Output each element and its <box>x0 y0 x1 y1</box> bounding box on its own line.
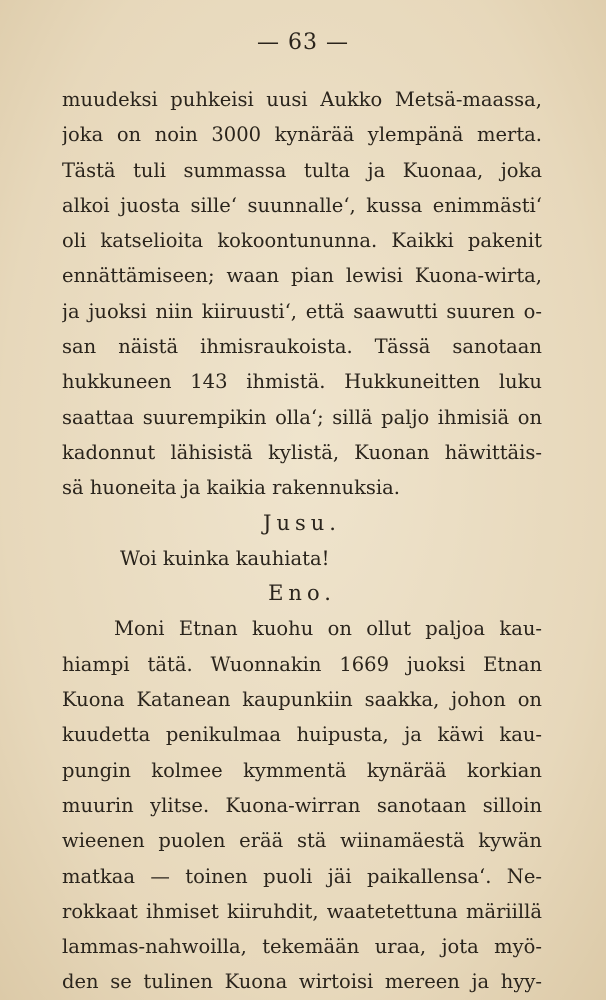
text-line: hiampi tätä. Wuonnakin 1669 juoksi Etnan <box>62 652 542 676</box>
text-line: oli katselioita kokoontununna. Kaikki pakenit <box>62 229 542 253</box>
text-line: alkoi juosta sille‘ suunnalle‘, kussa enimmästi‘ <box>62 193 542 217</box>
speaker-name-eno: Eno. <box>268 581 336 606</box>
dialogue-line: Woi kuinka kauhiata! <box>120 546 330 570</box>
text-line: muudeksi puhkeisi uusi Aukko Metsä-maassa, <box>62 88 542 111</box>
text-line: rokkaat ihmiset kiiruhdit, waatetettuna märiillä <box>62 899 542 923</box>
text-line: ennättämiseen; waan pian lewisi Kuona-wirta, <box>62 264 542 288</box>
text-line: den se tulinen Kuona wirtoisi mereen ja hyy- <box>62 970 542 994</box>
text-line: kadonnut lähisistä kylistä, Kuonan häwittäis- <box>62 440 542 464</box>
text-line: hukkuneen 143 ihmistä. Hukkuneitten luku <box>62 370 542 394</box>
text-line: pungin kolmee kymmentä kynärää korkian <box>62 758 542 782</box>
page-number-header: — 63 — <box>257 30 349 55</box>
text-line: ja juoksi niin kiiruusti‘, että saawutti suuren o- <box>62 299 542 323</box>
text-line: wieenen puolen erää stä wiinamäestä kywän <box>62 829 542 853</box>
text-line: Kuona Katanean kaupunkiin saakka, johon on <box>62 688 542 712</box>
text-line: Tästä tuli summassa tulta ja Kuonaa, joka <box>62 158 542 182</box>
text-line: muurin ylitse. Kuona-wirran sanotaan silloin <box>62 793 542 817</box>
text-line: kuudetta penikulmaa huipusta, ja käwi kau- <box>62 723 542 747</box>
text-line: sä huoneita ja kaikia rakennuksia. <box>62 476 400 500</box>
text-line: saattaa suurempikin olla‘; sillä paljo ihmisiä on <box>62 405 542 429</box>
text-line: matkaa — toinen puoli jäi paikallensa‘. Ne- <box>62 864 542 888</box>
text-line: lammas-nahwoilla, tekemään uraa, jota myö- <box>62 935 542 959</box>
text-line: Moni Etnan kuohu on ollut paljoa kau- <box>114 617 542 641</box>
speaker-name-jusu: Jusu. <box>263 510 341 535</box>
text-line: san näistä ihmisraukoista. Tässä sanotaan <box>62 335 542 359</box>
page-body-text <box>62 82 542 1000</box>
text-line: joka on noin 3000 kynärää ylempänä merta. <box>62 123 542 147</box>
